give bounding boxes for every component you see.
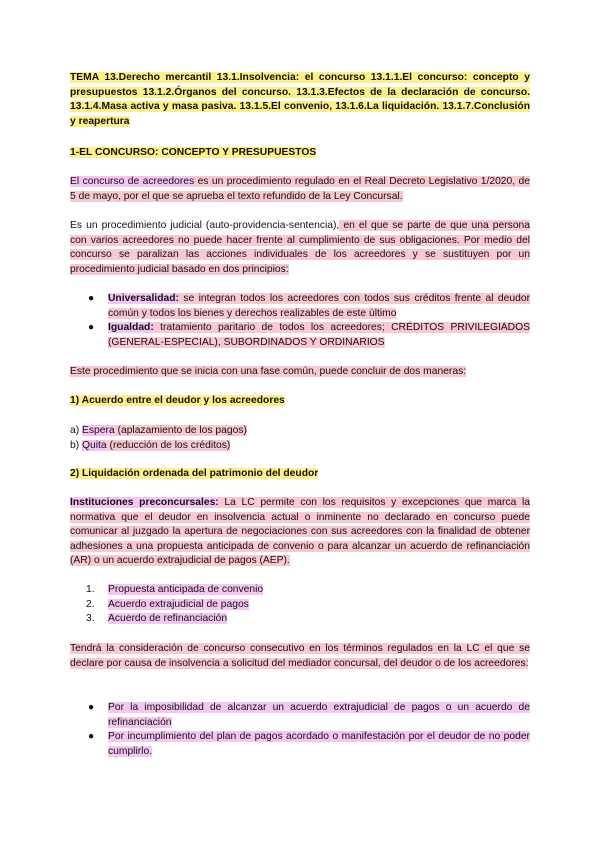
phases-text: Este procedimiento que se inicia con una fase común, puede concluir de dos maneras: [70, 366, 467, 377]
list-item: 2. Acuerdo extrajudicial de pagos [86, 598, 249, 610]
section-heading-text: 1-EL CONCURSO: CONCEPTO Y PRESUPUESTOS [70, 147, 317, 158]
paragraph-definition [70, 175, 530, 204]
preconcursal-text: La LC permite con los requisitos y excepciones que marca la normativa que el deudor en insolvencia actual o inminente no declarado en concurso puede comunicar al juzgado la apertura de negociaciones con sus acreedores con la finalidad de obtener adhesiones a una propuesta anticipada de convenio o para alcanzar un acuerdo de refinanciación (AR) o un acuerdo extrajudicial de pagos (AEP). [70, 497, 530, 567]
principles-list [70, 292, 530, 350]
list-item: b) Quita (reducción de los créditos) [70, 439, 231, 451]
list-item: 1. Propuesta anticipada de convenio [86, 584, 264, 595]
subheading-liquidation [70, 467, 530, 482]
paragraph-preconcursal [70, 496, 530, 569]
cause-text: Por la imposibilidad de alcanzar un acuerdo extrajudicial de pagos o un acuerdo de refinanciación [108, 702, 530, 728]
bullet-icon: ● [88, 731, 95, 743]
option-detail: (reducción de los créditos) [106, 439, 231, 451]
list-item-text: Propuesta anticipada de convenio [108, 584, 264, 595]
subheading-text: 2) Liquidación ordenada del patrimonio del deudor [70, 468, 319, 479]
definition-term: El concurso de acreedores [70, 176, 195, 187]
paragraph-consecutive [70, 642, 530, 671]
preconcursal-term: Instituciones preconcursales: [70, 497, 219, 508]
subheading-text: 1) Acuerdo entre el deudor y los acreedores [70, 395, 285, 406]
bullet-icon: ● [88, 702, 95, 713]
list-item: 3. Acuerdo de refinanciación [86, 613, 228, 625]
section-heading [70, 146, 530, 161]
procedure-intro: Es un procedimiento judicial (auto-providencia-sentencia), [70, 220, 340, 231]
cause-text: Por incumplimiento del plan de pagos acordado o manifestación por el deudor de no poder cumplirlo. [108, 731, 530, 757]
paragraph-procedure [70, 219, 530, 277]
causes-list [70, 701, 530, 759]
list-item [70, 730, 530, 759]
principle-term: Universalidad: [108, 293, 179, 304]
title-text: TEMA 13.Derecho mercantil 13.1.Insolvencia: el concurso 13.1.1.El concurso: concepto y presupuestos 13.1.2.Órganos del concurso. 13.1.3.Efectos de la declaración de concurso. 13.1.4.Masa activa y masa pasiva. 13.1.5.El convenio, 13.1.6.La liquidación. 13.1.7.Conclusión y reapertura [70, 72, 530, 127]
document-title [70, 71, 530, 129]
procedure-text: en el que se parte de que una persona con varios acreedores no puede hacer frente al cumplimiento de sus obligaciones. Por medio del concurso se paralizan las acciones individuales de los acreedores y se sustituyen por un procedimiento judicial basado en dos principios: [70, 220, 530, 275]
agreement-options [70, 424, 530, 453]
preconcursal-list [70, 583, 530, 627]
list-item-text: Acuerdo extrajudicial de pagos [108, 598, 249, 610]
principle-text: se integran todos los acreedores con todos sus créditos frente al deudor común y todos los bienes y derechos realizables de este último [108, 293, 530, 319]
option-name: Espera [82, 425, 115, 436]
consecutive-text: Tendrá la consideración de concurso consecutivo en los términos regulados en la LC el que se declare por causa de insolvencia a solicitud del mediador concursal, del deudor o de los acreedores: [70, 643, 530, 669]
principle-term: Igualdad: [108, 322, 154, 334]
paragraph-phases [70, 365, 530, 380]
bullet-icon: ● [88, 322, 95, 334]
option-name: Quita [82, 439, 107, 451]
list-item-text: Acuerdo de refinanciación [108, 613, 228, 625]
option-detail: (aplazamiento de los pagos) [114, 425, 247, 436]
list-item [70, 701, 530, 730]
definition-text: es un procedimiento regulado en el Real Decreto Legislativo 1/2020, de 5 de mayo, por el que se aprueba el texto refundido de la Ley Concursal. [70, 176, 530, 202]
list-item [70, 321, 530, 350]
list-item: a) Espera (aplazamiento de los pagos) [70, 425, 247, 436]
list-item [70, 292, 530, 321]
principle-text: tratamiento paritario de todos los acreedores; CRÉDITOS PRIVILEGIADOS (GENERAL-ESPECIAL), SUBORDINADOS Y ORDINARIOS [108, 322, 530, 348]
subheading-agreement [70, 394, 530, 409]
bullet-icon: ● [88, 293, 95, 304]
